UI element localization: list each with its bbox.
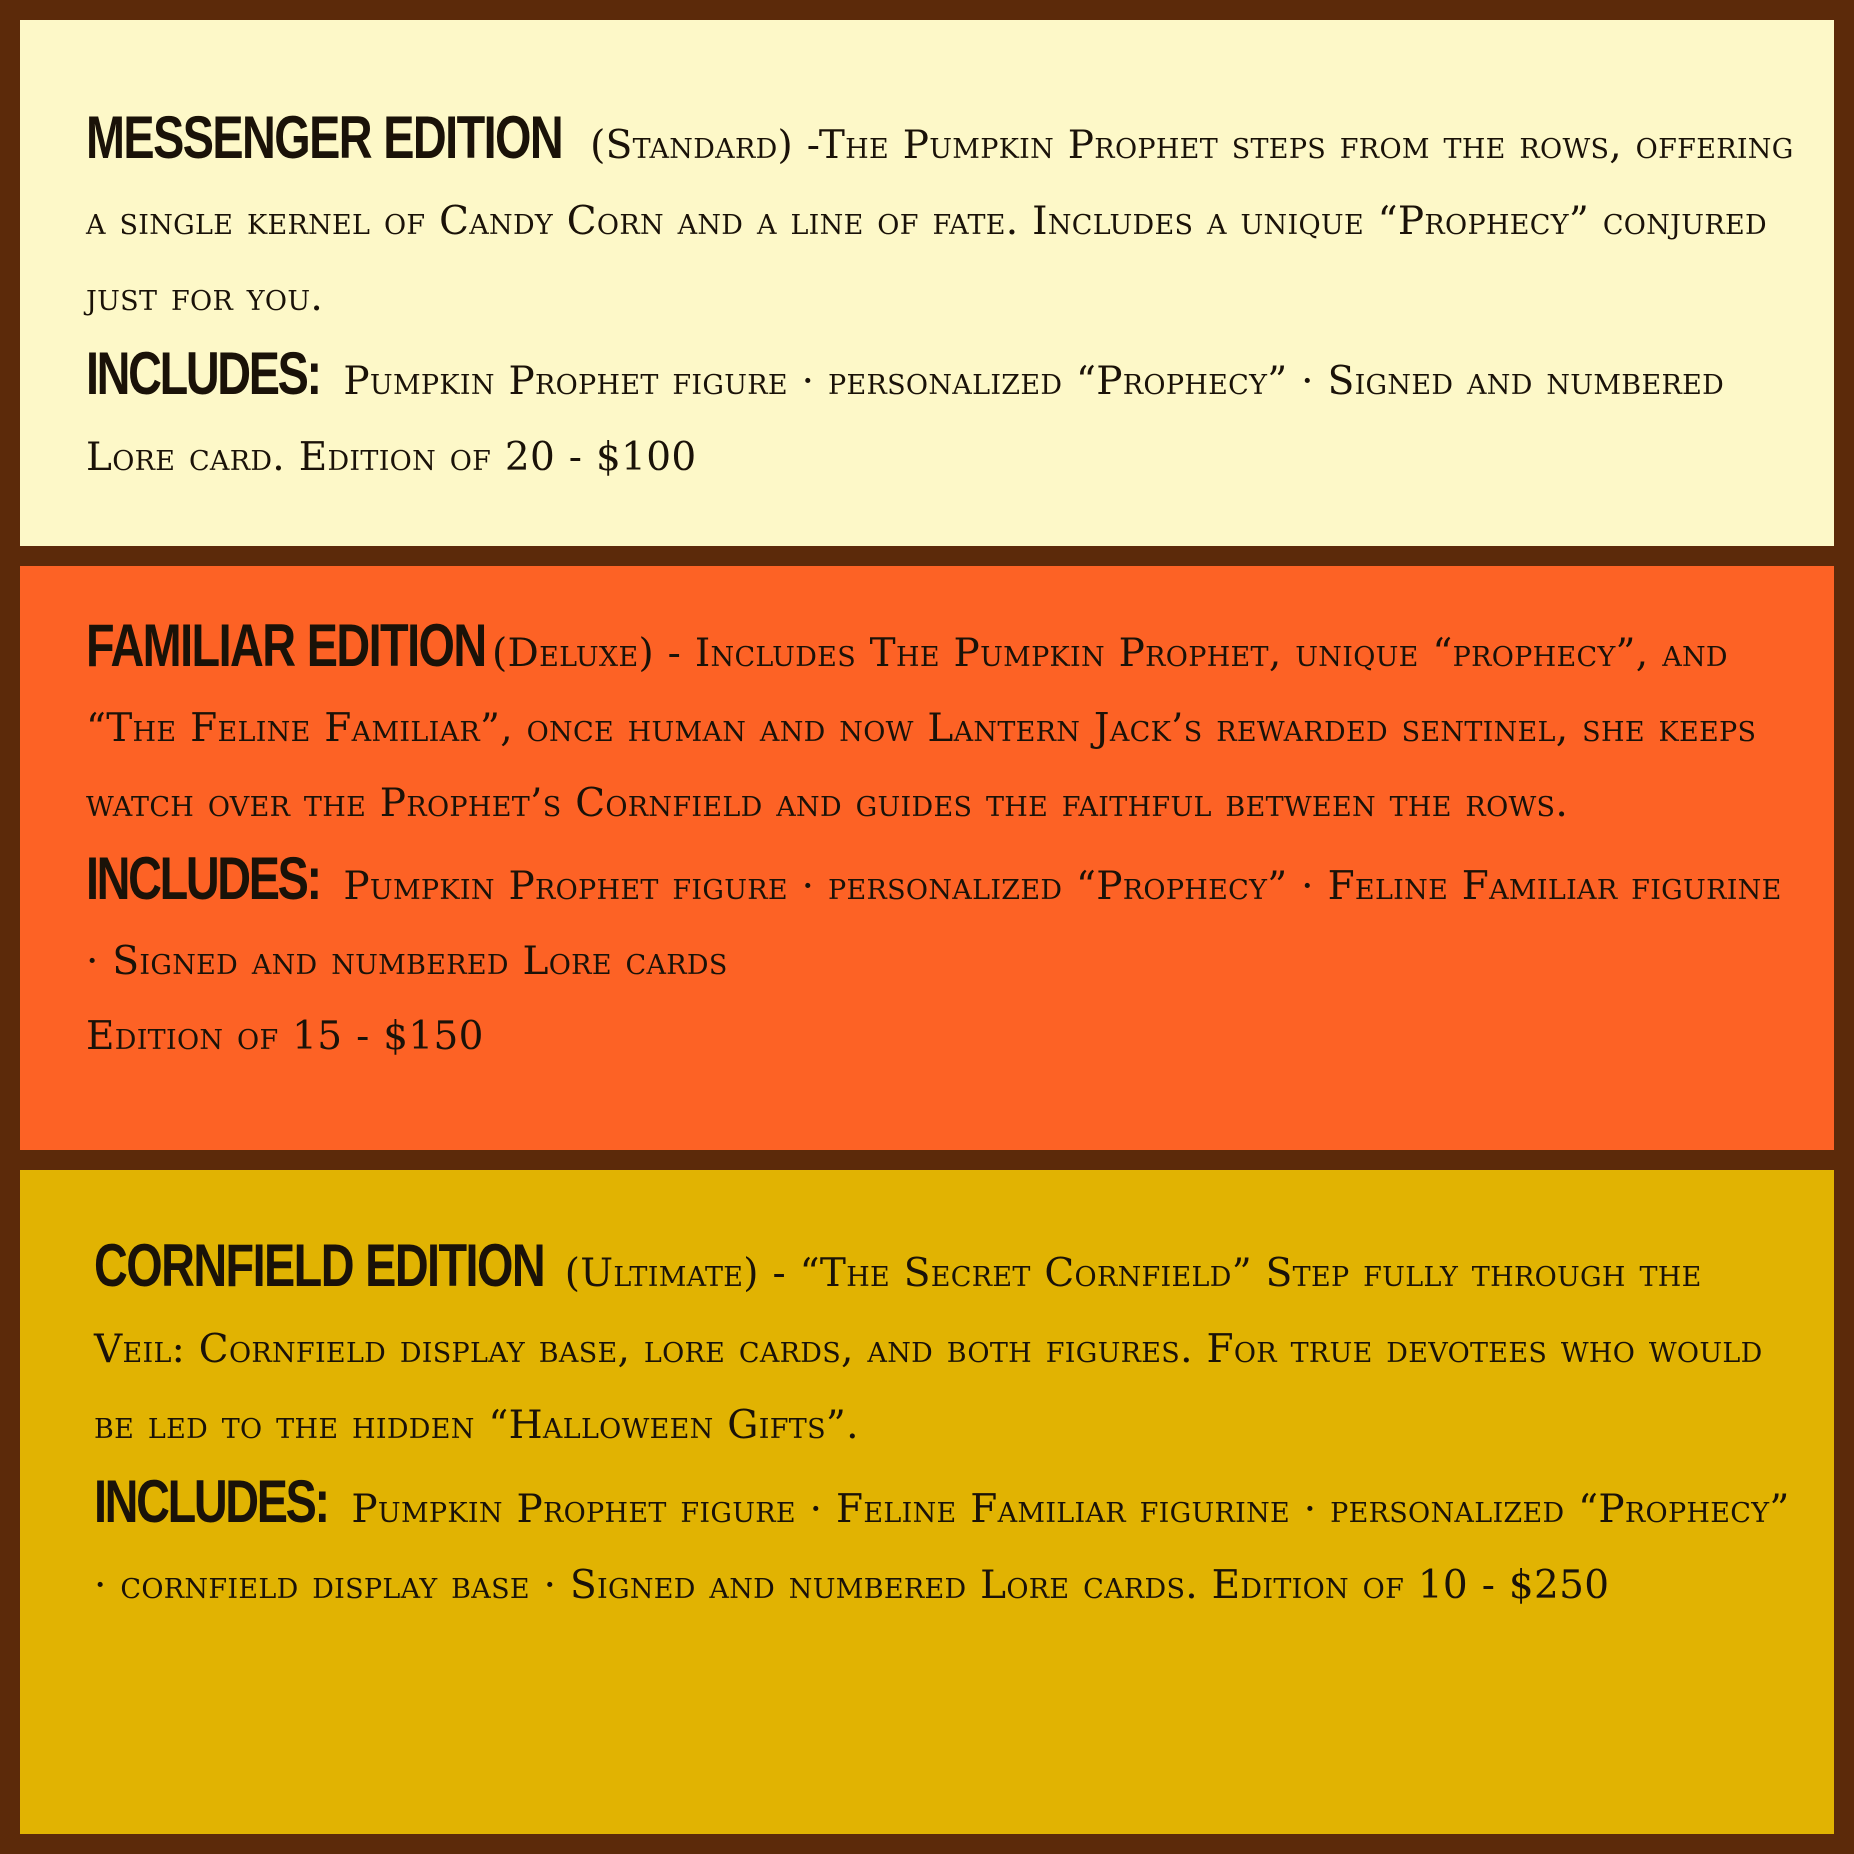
messenger-includes-text: Pumpkin Prophet figure · personalized “Prophecy” · Signed and numbered Lore card. Edition of 20 - $100 bbox=[86, 359, 1725, 480]
cornfield-edition-text: (Ultimate) - “The Secret Cornfield” Step fully through the Veil: Cornfield display base, lore cards, and both figures. For true devotees who would be led to the hidden “Halloween Gifts”. bbox=[94, 1251, 1763, 1448]
messenger-edition-description bbox=[86, 100, 1804, 336]
cornfield-edition-title: CORNFIELD EDITION bbox=[94, 1232, 545, 1299]
familiar-edition-panel bbox=[20, 566, 1834, 1150]
cornfield-edition-panel bbox=[20, 1170, 1834, 1834]
cornfield-includes-label: INCLUDES: bbox=[94, 1468, 328, 1535]
messenger-edition-panel bbox=[20, 20, 1834, 546]
familiar-edition-text: (Deluxe) - Includes The Pumpkin Prophet, unique “prophecy”, and “The Feline Familiar”, once human and now Lantern Jack’s rewarded sentinel, she keeps watch over the Prophet’s Cornfield and guides the faithful between the rows. bbox=[86, 631, 1757, 826]
familiar-includes-text: Pumpkin Prophet figure · personalized “Prophecy” · Feline Familiar figurine · Signed and numbered Lore cards bbox=[86, 864, 1782, 984]
messenger-edition-text: (Standard) -The Pumpkin Prophet steps from the rows, offering a single kernel of Candy Corn and a line of fate. Includes a unique “Prophecy” conjured just for you. bbox=[86, 123, 1794, 320]
cornfield-includes-text: Pumpkin Prophet figure · Feline Familiar figurine · personalized “Prophecy” · cornfield display base · Signed and numbered Lore cards. Edition of 10 - $250 bbox=[94, 1487, 1790, 1608]
cornfield-edition-description bbox=[94, 1228, 1804, 1464]
familiar-edition-description bbox=[86, 608, 1804, 841]
familiar-edition-price: Edition of 15 - $150 bbox=[86, 1014, 484, 1059]
messenger-edition-includes bbox=[86, 336, 1804, 496]
familiar-edition-title: FAMILIAR EDITION bbox=[86, 612, 486, 679]
familiar-includes-label: INCLUDES: bbox=[86, 845, 320, 912]
familiar-edition-includes bbox=[86, 841, 1804, 1074]
messenger-includes-label: INCLUDES: bbox=[86, 340, 320, 407]
messenger-edition-title: MESSENGER EDITION bbox=[86, 104, 563, 171]
cornfield-edition-includes bbox=[94, 1464, 1804, 1624]
